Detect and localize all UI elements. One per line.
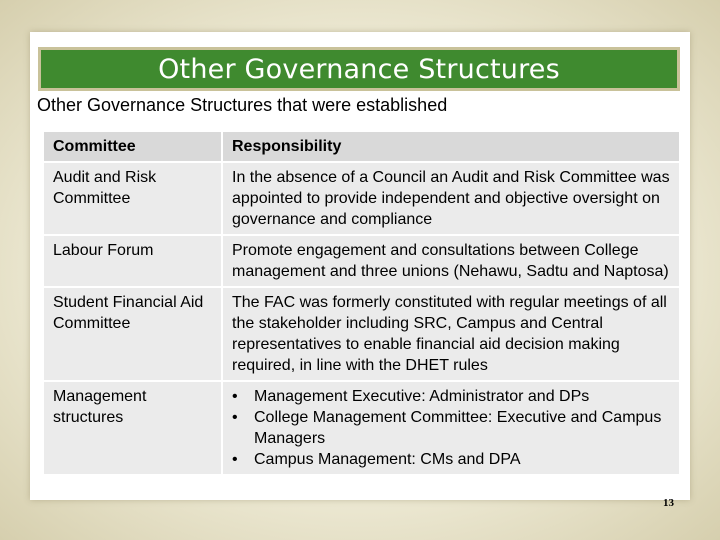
- table-row: [44, 381, 679, 475]
- bullet-icon: •: [232, 409, 238, 426]
- responsibility-cell: In the absence of a Council an Audit and Risk Committee was appointed to provide independent and objective oversight on governance and compliance: [222, 162, 679, 235]
- page-number: 13: [663, 497, 674, 509]
- list-item: • College Management Committee: Executive and Campus Managers: [232, 409, 662, 447]
- header-responsibility: Responsibility: [222, 132, 679, 162]
- governance-table: [44, 132, 679, 476]
- responsibility-cell: Promote engagement and consultations between College management and three unions (Nehawu, Sadtu and Naptosa): [222, 235, 679, 287]
- bullet-icon: •: [232, 451, 238, 468]
- table-row: [44, 162, 679, 235]
- committee-cell: Student Financial Aid Committee: [44, 287, 222, 381]
- committee-cell: Management structures: [44, 381, 222, 475]
- bullet-list: [232, 386, 671, 470]
- list-item: • Campus Management: CMs and DPA: [232, 451, 521, 468]
- table-row: [44, 287, 679, 381]
- bullet-icon: •: [232, 388, 238, 405]
- slide-title: Other Governance Structures: [158, 53, 560, 85]
- committee-cell: Labour Forum: [44, 235, 222, 287]
- slide-subtitle: Other Governance Structures that were established: [37, 95, 448, 115]
- title-bar: [38, 47, 680, 91]
- committee-cell: Audit and Risk Committee: [44, 162, 222, 235]
- list-item: • Management Executive: Administrator and DPs: [232, 388, 590, 405]
- responsibility-cell: The FAC was formerly constituted with regular meetings of all the stakeholder including SRC, Campus and Central representatives to enable financial aid decision making required, in line with the DHET rules: [222, 287, 679, 381]
- header-committee: Committee: [44, 132, 222, 162]
- table-header-row: [44, 132, 679, 162]
- table-row: [44, 235, 679, 287]
- responsibility-cell: [222, 381, 679, 475]
